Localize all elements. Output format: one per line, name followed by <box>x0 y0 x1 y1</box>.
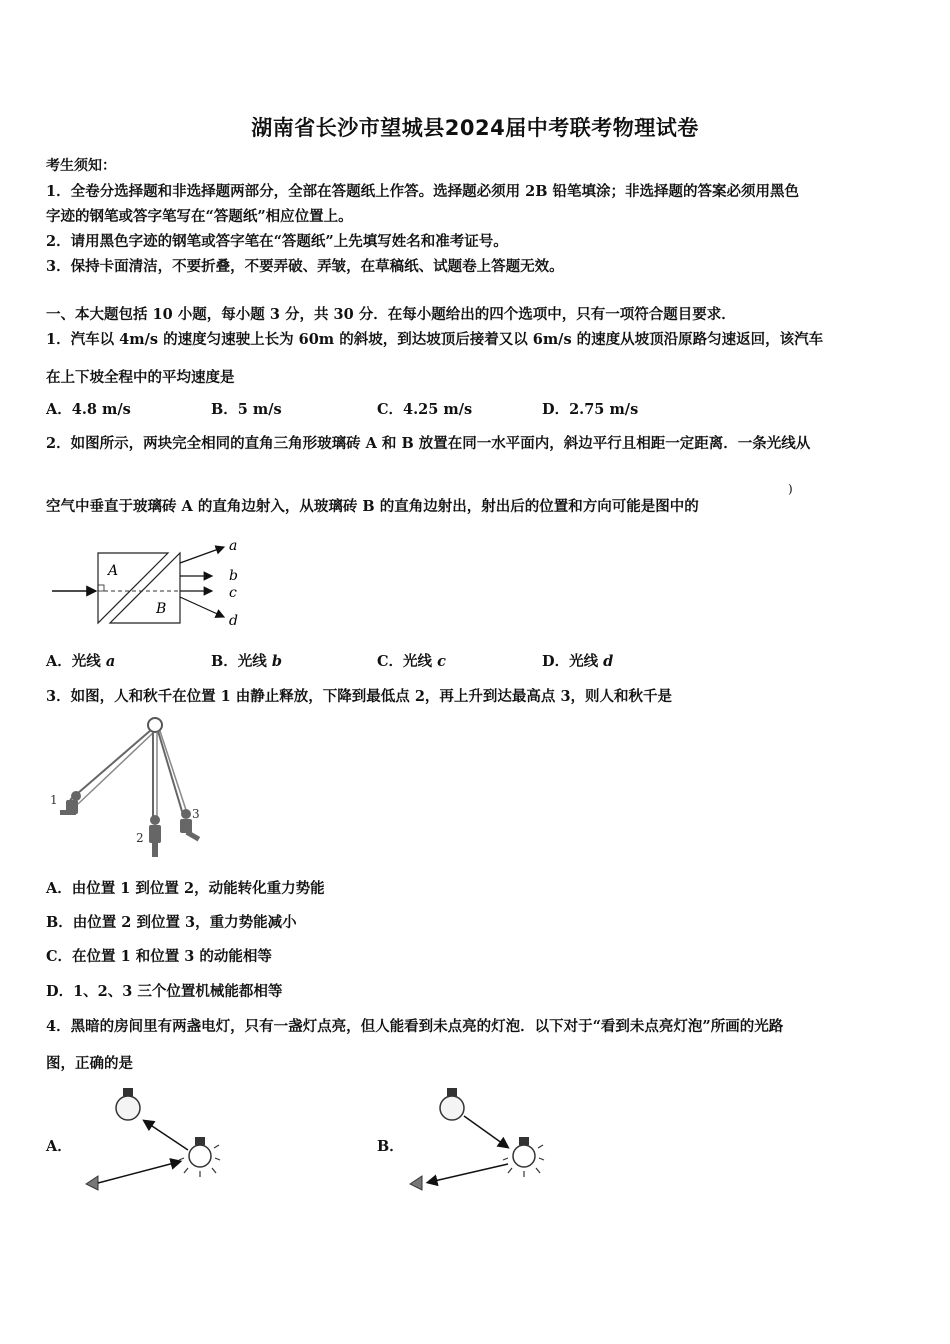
q1-option-d: D．2.75 m/s <box>542 401 639 418</box>
ray-lit-to-unlit <box>146 1122 188 1150</box>
label-prism-a: A <box>108 563 119 579</box>
q2-stem: 2．如图所示，两块完全相同的直角三角形玻璃砖 A 和 B 放置在同一水平面内，斜边平行且相距一定距离．一条光线从 <box>46 435 811 452</box>
notice-item-3: 3．保持卡面清洁，不要折叠，不要弄破、弄皱，在草稿纸、试题卷上答题无效。 <box>46 258 564 275</box>
q4-option-b: B． <box>377 1138 404 1155</box>
page-title: 湖南省长沙市望城县2024届中考联考物理试卷 <box>251 116 699 140</box>
rope-1b <box>78 732 154 804</box>
q1-option-c: C．4.25 m/s <box>377 401 473 418</box>
right-angle-mark <box>98 585 104 591</box>
prism-b <box>110 553 180 623</box>
unlit-bulb-icon <box>116 1088 140 1120</box>
label-ray-b: b <box>229 568 238 584</box>
eye-icon <box>86 1176 98 1190</box>
rope-3b <box>160 731 188 816</box>
notice-item-1: 1．全卷分选择题和非选择题两部分，全部在答题纸上作答。选择题必须用 2B 铅笔填涂；非选择题的答案必须用黑色 <box>46 183 800 200</box>
unlit-bulb-icon <box>440 1088 464 1120</box>
q2-option-b: B．光线 b <box>211 653 282 670</box>
label-ray-d: d <box>229 613 238 629</box>
q4-option-a: A． <box>46 1138 72 1155</box>
q3-option-d: D．1、2、3 三个位置机械能都相等 <box>46 983 283 1000</box>
ray-lit-to-eye <box>430 1164 508 1182</box>
section-heading: 一、本大题包括 10 小题，每小题 3 分，共 30 分．在每小题给出的四个选项中，只有一项符合题目要求． <box>46 306 736 323</box>
label-ray-a: a <box>229 538 238 554</box>
q2-option-d: D．光线 d <box>542 653 614 670</box>
ray-unlit-to-lit <box>464 1116 506 1146</box>
lit-bulb-icon <box>503 1137 544 1177</box>
ray-a <box>180 547 224 563</box>
q3-option-a: A．由位置 1 到位置 2，动能转化重力势能 <box>46 880 325 897</box>
q2-paren: ) <box>788 482 793 496</box>
q4-option-b-figure <box>402 1080 562 1195</box>
notice-item-1-cont: 字迹的钢笔或答字笔写在“答题纸”相应位置上。 <box>46 208 353 225</box>
q2-option-a: A．光线 a <box>46 653 116 670</box>
label-position-2: 2 <box>136 831 144 845</box>
q1-stem-cont: 在上下坡全程中的平均速度是 <box>46 369 235 386</box>
notice-item-2: 2．请用黑色字迹的钢笔或答字笔在“答题纸”上先填写姓名和准考证号。 <box>46 233 508 250</box>
q3-option-c: C．在位置 1 和位置 3 的动能相等 <box>46 948 272 965</box>
lit-bulb-icon <box>179 1137 220 1177</box>
q2-prism-figure <box>48 535 248 635</box>
q2-option-c: C．光线 c <box>377 653 446 670</box>
label-ray-c: c <box>229 585 237 601</box>
q2-stem-cont: 空气中垂直于玻璃砖 A 的直角边射入，从玻璃砖 B 的直角边射出，射出后的位置和方向可能是图中的 <box>46 498 699 515</box>
label-prism-b: B <box>156 601 167 617</box>
q4-option-a-figure <box>78 1080 238 1195</box>
q3-stem: 3．如图，人和秋千在位置 1 由静止释放，下降到最低点 2，再上升到达最高点 3，则人和秋千是 <box>46 688 673 705</box>
q1-option-b: B．5 m/s <box>211 401 282 418</box>
q1-option-a: A．4.8 m/s <box>46 401 131 418</box>
q4-stem: 4．黑暗的房间里有两盏电灯，只有一盏灯点亮，但人能看到未点亮的灯泡．以下对于“看到未点亮灯泡”所画的光路 <box>46 1018 784 1035</box>
rope-1a <box>70 730 151 800</box>
eye-icon <box>410 1176 422 1190</box>
rope-3a <box>158 731 184 818</box>
person-2 <box>149 815 161 857</box>
q3-swing-figure <box>48 712 213 862</box>
q1-stem: 1．汽车以 4m/s 的速度匀速驶上长为 60m 的斜坡，到达坡顶后接着又以 6m/s 的速度从坡顶沿原路匀速返回，该汽车 <box>46 331 824 348</box>
q3-option-b: B．由位置 2 到位置 3，重力势能减小 <box>46 914 297 931</box>
person-1 <box>60 791 81 815</box>
ray-eye-to-lit <box>98 1162 178 1183</box>
ray-d <box>180 597 224 617</box>
q4-stem-cont: 图，正确的是 <box>46 1055 133 1072</box>
notice-heading: 考生须知： <box>46 158 116 174</box>
label-position-1: 1 <box>50 793 58 807</box>
label-position-3: 3 <box>192 807 200 821</box>
